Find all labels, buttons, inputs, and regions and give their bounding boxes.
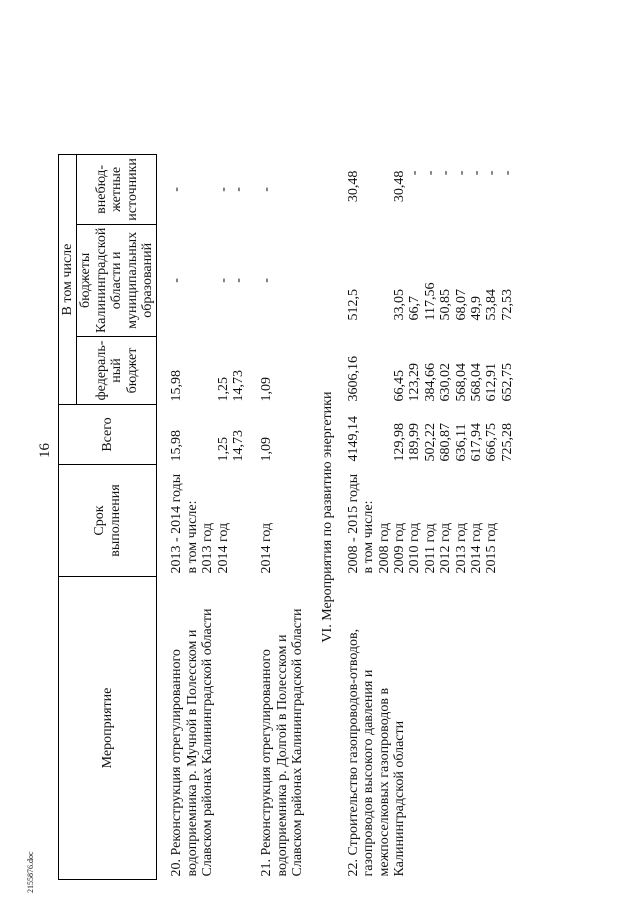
- row-term: 2014 год: [259, 522, 275, 574]
- section-row: [306, 155, 341, 880]
- header-total: Всего: [59, 405, 157, 465]
- row-extra: -: [259, 187, 275, 192]
- row-extra: - - -: [169, 187, 246, 192]
- budget-table: [58, 154, 516, 880]
- row-activity: 22. Строительство газопроводов-отводов, газопроводов высокого давления и межпоселковых газопроводов в Калининградской области: [345, 628, 408, 877]
- section-title: VI. Мероприятия по развитию энергетики: [320, 391, 336, 643]
- header-including: В том числе: [59, 155, 77, 405]
- row-regional: 512,5 33,05 66,7 117,56 50,85 68,07 49,9 53,84 72,53: [345, 282, 515, 321]
- row-total: 15,98 1,25 14,73: [169, 430, 246, 462]
- row-term: 2008 - 2015 годы в том числе: 2008 год 2009 год 2010 год 2011 год 2012 год 2013 год 2014 год 2015 год: [345, 473, 500, 574]
- header-extra: внебюд-жетные источники: [77, 155, 157, 225]
- header-federal: федераль-ный бюджет: [77, 337, 157, 405]
- row-federal: 1,09: [259, 377, 275, 402]
- table-row: [342, 155, 516, 880]
- page-number: 16: [37, 443, 53, 458]
- row-federal: 15,98 1,25 14,73: [169, 370, 246, 402]
- header-regional: бюджеты Калининградской области и муниципальных образований: [77, 224, 157, 336]
- table-row: [157, 155, 247, 880]
- row-total: 4149,14 129,98 189,99 502,22 680,87 636,11 617,94 666,75 725,28: [345, 416, 515, 462]
- row-regional: -: [259, 278, 275, 283]
- header-activity: Мероприятие: [59, 577, 157, 880]
- rotated-page: [48, 45, 593, 880]
- row-regional: - - -: [169, 278, 246, 283]
- table-row: [247, 155, 306, 880]
- row-total: 1,09: [259, 437, 275, 462]
- footer-filename: 2155876.doc: [26, 851, 35, 893]
- row-term: 2013 - 2014 годы в том числе: 2013 год 2014 год: [169, 473, 231, 574]
- row-extra: 30,48 30,48 - - - - - - -: [345, 170, 515, 203]
- row-federal: 3606,16 66,45 123,29 384,66 630,02 568,04 568,04 612,91 652,75: [345, 356, 515, 402]
- row-activity: 21. Реконструкция отрегулированного водоприемника р. Долгой в Полесском и Славском районах Калининградской области: [259, 608, 306, 877]
- header-term: Срок выполнения: [59, 465, 157, 577]
- row-activity: 20. Реконструкция отрегулированного водоприемника р. Мучной в Полесском и Славском районах Калининградской области: [169, 608, 216, 877]
